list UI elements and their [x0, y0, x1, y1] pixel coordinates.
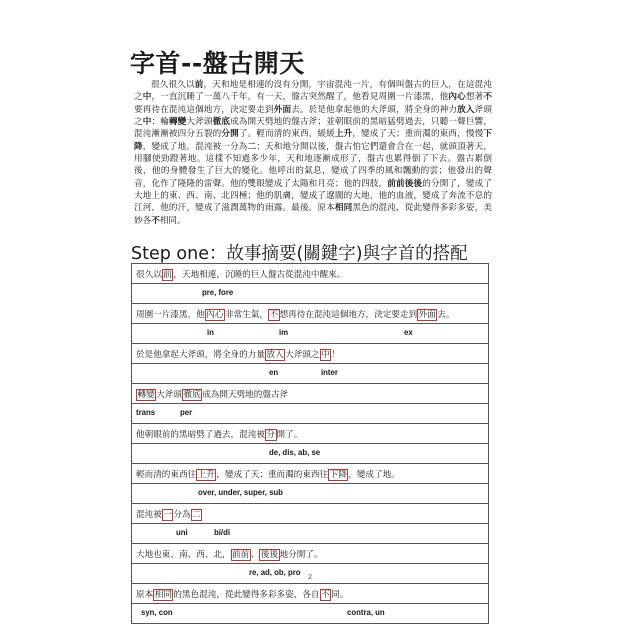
summary-text: 的黑色混沌，從此變得多彩多姿，各自	[173, 589, 320, 600]
summary-cell	[132, 384, 489, 404]
summary-text: 輕而清的東西往	[136, 469, 197, 480]
prefix-row	[132, 324, 489, 344]
story-keyword: 前	[194, 80, 204, 90]
summary-row	[132, 584, 489, 604]
prefix-matching-table	[131, 263, 489, 624]
summary-cell	[132, 464, 489, 484]
story-segment: 的分開了，變成了大地上的東、西、南、北四極；他的肌膚，變成了遼闊的大地，他的血液，變成了奔流不息的江河，他的汗，變成了滋潤萬物的雨露。最後，原本	[134, 178, 492, 214]
story-segment: 要再待在混沌這個地方，決定要走到	[134, 104, 274, 115]
story-keyword: 外面	[273, 104, 292, 115]
summary-text: 大斧頭	[156, 389, 182, 400]
story-keyword: 中	[142, 117, 152, 128]
story-segment: ：輪	[151, 117, 169, 128]
story-keyword: 不	[151, 215, 160, 226]
prefix-cell	[132, 524, 489, 544]
summary-text: 去。	[437, 309, 455, 320]
story-segment: 相同。	[159, 215, 186, 226]
story-keyword: 下降	[134, 129, 492, 152]
prefix-row	[132, 404, 489, 424]
summary-cell	[132, 544, 489, 564]
keyword-box: 前	[163, 269, 172, 280]
page-title: 字首--盤古開天	[130, 49, 305, 78]
story-segment: 斧頭之	[134, 104, 492, 128]
keyword-box: 一	[163, 509, 172, 520]
story-keyword: 內心	[448, 92, 466, 103]
keyword-box: 不	[321, 589, 330, 600]
prefix-label: uni	[176, 528, 188, 537]
prefix-row	[132, 524, 489, 544]
keyword-box: 中	[321, 349, 330, 360]
story-segment: ，天和地是相連的沒有分開，宇宙混沌一片，有個叫盤古的巨人，在這混沌之	[134, 80, 492, 103]
summary-cell	[132, 304, 489, 324]
story-keyword: 分開	[221, 129, 239, 140]
summary-text: 很久以	[136, 269, 162, 280]
prefix-row	[132, 484, 489, 504]
story-segment: 黑色的混沌，從此變得多彩多姿，美妙各	[134, 203, 492, 226]
summary-text: 非常生氣，	[224, 309, 268, 320]
keyword-box: 二	[192, 509, 201, 520]
prefix-label: inter	[321, 368, 338, 377]
keyword-box: 前前	[232, 549, 250, 560]
prefix-label: pre, fore	[202, 288, 234, 297]
summary-row	[132, 464, 489, 484]
story-keyword: 相同	[334, 203, 353, 214]
summary-cell	[132, 264, 489, 284]
prefix-label: im	[279, 328, 289, 337]
summary-cell	[132, 504, 489, 524]
prefix-cell	[132, 364, 489, 384]
keyword-box: 相同	[154, 589, 172, 600]
keyword-box: 放入	[266, 349, 284, 360]
keyword-box: 後後	[260, 549, 279, 560]
summary-text: ！	[331, 349, 340, 360]
summary-text: 同。	[331, 589, 349, 600]
prefix-row	[132, 284, 489, 304]
prefix-row	[132, 444, 489, 464]
summary-text: 周圍一片漆黑，他	[136, 309, 205, 320]
prefix-cell	[132, 284, 489, 304]
keyword-box: 外面	[418, 309, 436, 320]
summary-text: 開了。	[276, 429, 303, 440]
summary-text: 於是他拿起大斧頭，將全身的力量	[136, 349, 265, 360]
summary-text: 成為開天劈地的盤古斧	[202, 389, 289, 400]
story-segment: 大斧頭	[186, 117, 213, 128]
story-keyword: 前前後後	[387, 178, 423, 189]
keyword-box: 轉變	[137, 389, 155, 400]
summary-row	[132, 384, 489, 404]
prefix-label: syn, con	[141, 608, 173, 617]
summary-text: 分為	[173, 509, 191, 520]
summary-text: 他朝眼前的黑暗劈了過去，混沌被	[136, 429, 265, 440]
story-segment: 了。輕而清的東西，緩緩	[238, 129, 335, 140]
summary-row	[132, 304, 489, 324]
story-segment: ：天和地分開以後，盤古怕它們還會合在一起，就頭頂著天，用腳使勁蹬著地。這樣不知過多少年，天和地逐漸成形了，盤古也累得倒了下去。盤古累倒後，他的身體發生了巨大的變化。他呼出的氣息，變成了四季的風和飄動的雲；他發出的聲音，化作了隆隆的雷聲。他的雙眼變成了太陽和月亮；他的四肢，	[134, 141, 492, 189]
prefix-label: de, dis, ab, se	[269, 448, 321, 457]
story-text	[134, 79, 492, 227]
story-segment: ，一直沉睡了一萬八千年。有一天，盤古突然醒了，他看見周圍一片漆黑，他	[151, 92, 449, 103]
story-keyword: 上升	[334, 129, 353, 140]
summary-row	[132, 504, 489, 524]
prefix-label: re, ad, ob, pro	[249, 568, 301, 577]
story-segment: 很久很久以	[151, 80, 195, 90]
story-segment: ，變成了天；重而濁的東西，慢慢	[352, 129, 484, 140]
step-one-heading: Step one：故事摘要(關鍵字)與字首的搭配	[131, 244, 468, 264]
summary-text: 大斧頭之	[285, 349, 320, 360]
page-number: 2	[308, 572, 312, 581]
prefix-cell	[132, 404, 489, 424]
summary-row	[132, 264, 489, 284]
prefix-label: trans	[136, 408, 156, 417]
summary-text: ，變成了天；重而濁的東西往	[216, 469, 329, 480]
summary-text: 大地也東、南、西、北，	[136, 549, 231, 560]
summary-text: 、	[250, 549, 260, 560]
summary-text: 混沌被	[136, 509, 162, 520]
keyword-box: 分	[266, 429, 276, 440]
keyword-box: 內心	[206, 309, 224, 320]
prefix-label: ex	[404, 328, 413, 337]
story-segment: 想著	[465, 92, 484, 103]
prefix-row	[132, 604, 489, 624]
story-keyword: 轉變	[168, 117, 187, 128]
prefix-cell	[132, 604, 489, 624]
summary-row	[132, 424, 489, 444]
keyword-box: 徹底	[183, 389, 201, 400]
prefix-label: over, under, super, sub	[198, 488, 283, 497]
summary-row	[132, 544, 489, 564]
keyword-box: 不	[269, 309, 279, 320]
prefix-cell	[132, 484, 489, 504]
prefix-label: en	[269, 368, 279, 377]
prefix-label: contra, un	[347, 608, 385, 617]
prefix-cell	[132, 324, 489, 344]
summary-cell	[132, 344, 489, 364]
prefix-label: bi/di	[214, 528, 231, 537]
story-paragraph	[134, 79, 492, 227]
summary-text: 原本	[136, 589, 154, 600]
story-keyword: 徹底	[212, 117, 231, 128]
keyword-box: 下降	[329, 469, 347, 480]
summary-text: 地分開了。	[279, 549, 323, 560]
summary-text: 想再待在混沌這個地方，決定要走到	[279, 309, 418, 320]
summary-cell	[132, 584, 489, 604]
story-keyword: 二	[247, 141, 257, 152]
summary-text: ，天地相連，沉睡的巨人盤古從混沌中醒來。	[173, 269, 346, 280]
story-segment: ，變成了地。混沌被一分為	[142, 141, 248, 152]
summary-row	[132, 344, 489, 364]
prefix-row	[132, 364, 489, 384]
summary-cell	[132, 424, 489, 444]
prefix-label: in	[207, 328, 214, 337]
story-segment: 成為開天劈地的盤古斧；並朝眼前的黑暗猛劈過去，只聽一聲巨響，混沌漸漸被四分五裂的	[134, 117, 492, 140]
story-keyword: 不	[483, 92, 492, 103]
story-segment: 去。於是他拿起他的大斧頭，將全身的神力	[291, 104, 458, 115]
keyword-box: 上升	[197, 469, 215, 480]
summary-text: ，變成了地。	[348, 469, 400, 480]
story-keyword: 中	[142, 92, 152, 103]
story-keyword: 放入	[457, 104, 475, 115]
prefix-cell	[132, 444, 489, 464]
prefix-label: per	[180, 408, 193, 417]
